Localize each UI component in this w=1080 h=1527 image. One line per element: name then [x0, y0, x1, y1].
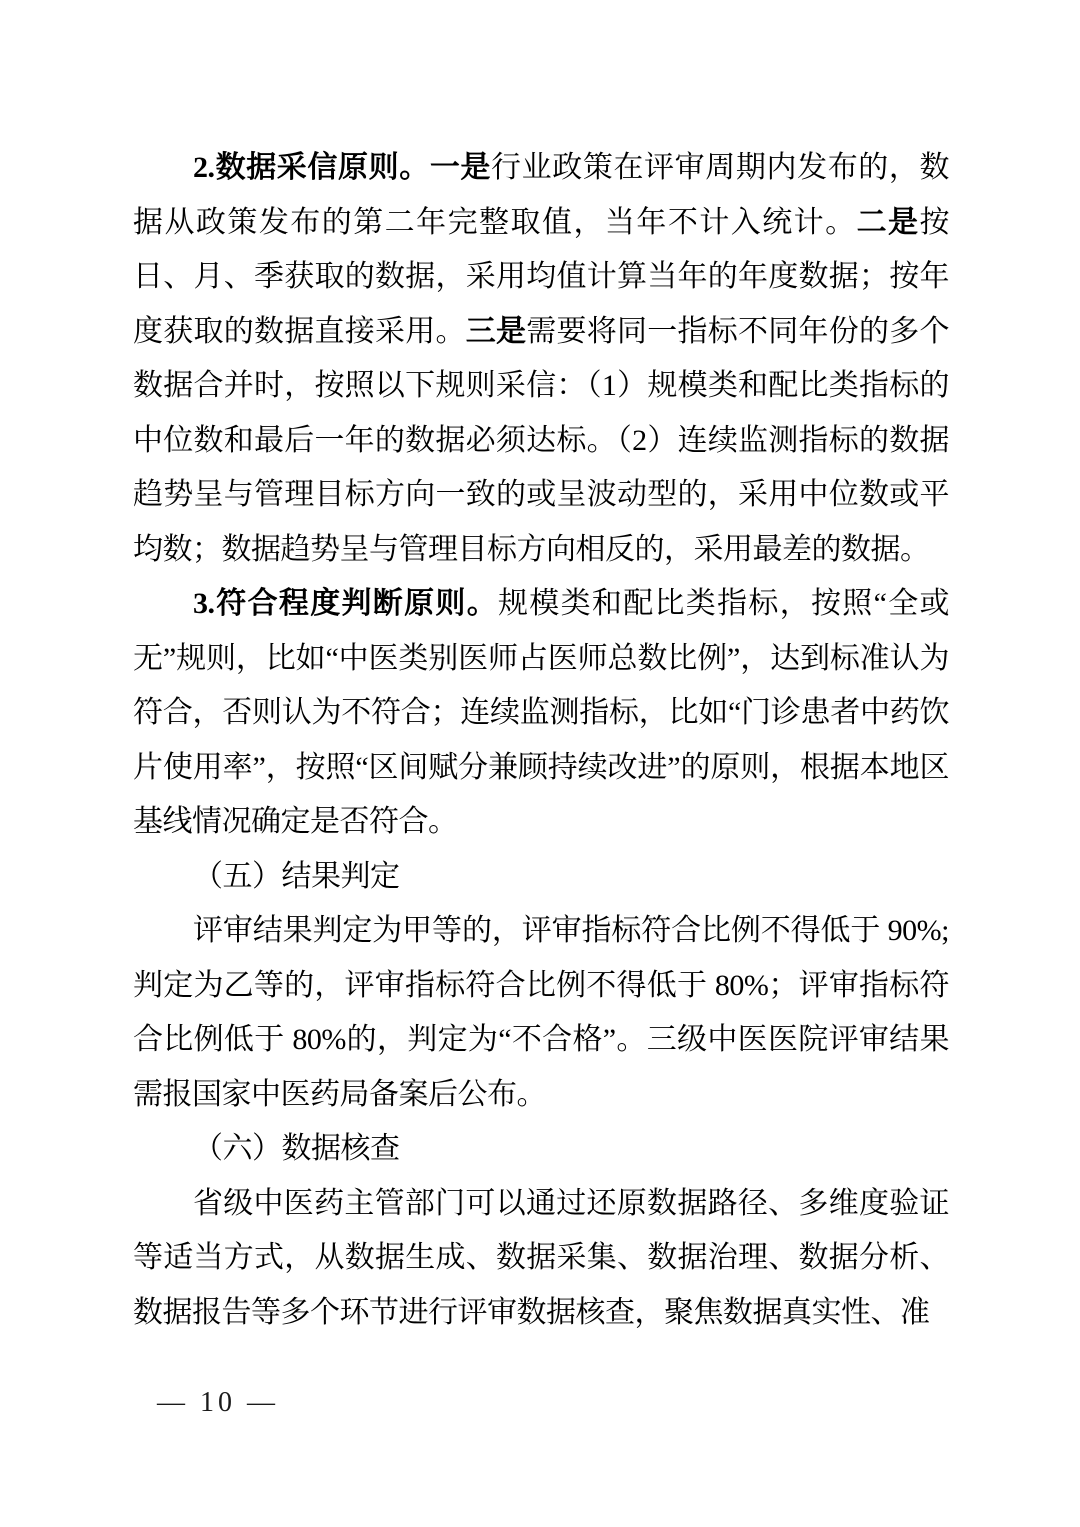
- paragraph-compliance-judgment-principles: [133, 577, 949, 850]
- run-heading-second: 二是: [856, 205, 920, 239]
- paragraph-result-determination: 评审结果判定为甲等的，评审指标符合比例不得低于 90%; 判定为乙等的，评审指标符合比例不得低于 80%；评审指标符合比例低于 80%的，判定为“不合格”。三级中医医院评审结果需报国家中医药局备案后公布。: [133, 914, 949, 1111]
- page-number: — 10 —: [157, 1387, 279, 1418]
- run-heading-data-acceptance: 2.数据采信原则。一是: [193, 151, 492, 184]
- text-run: 需要将同一指标不同年份的多个数据合并时，按照以下规则采信：（1）规模类和配比类指标的中位数和最后一年的数据必须达标。（2）连续监测指标的数据趋势呈与管理目标方向一致的或呈波动型的，采用中位数或平均数；数据趋势呈与管理目标方向相反的，采用最差的数据。: [133, 314, 949, 566]
- section-heading-6-data-verification: （六）数据核查: [193, 1132, 400, 1165]
- document-body: [133, 141, 949, 1340]
- text-run: 行业政策在评审周期内发布的，数据从政策发布的第二年完整取值，当年不计入统计。: [133, 151, 950, 239]
- text-run: 按日、月、季获取的数据，采用均值计算当年的年度数据；按年度获取的数据直接采用。: [133, 205, 950, 348]
- run-heading-third: 三是: [465, 314, 527, 348]
- text-run: 规模类和配比类指标，按照“全或无”规则，比如“中医类别医师占医师总数比例”，达到标准认为符合，否则认为不符合；连续监测指标，比如“门诊患者中药饮片使用率”，按照“区间赋分兼顾持续改进”的原则，根据本地区基线情况确定是否符合。: [133, 587, 949, 838]
- run-heading-compliance-judgment: 3.符合程度判断原则。: [193, 587, 498, 620]
- section-heading-5-result-determination: （五）结果判定: [193, 859, 400, 893]
- paragraph-data-verification: 省级中医药主管部门可以通过还原数据路径、多维度验证等适当方式，从数据生成、数据采集、数据治理、数据分析、数据报告等多个环节进行评审数据核查，聚焦数据真实性、准: [133, 1186, 949, 1329]
- paragraph-data-acceptance-principles: [133, 141, 949, 577]
